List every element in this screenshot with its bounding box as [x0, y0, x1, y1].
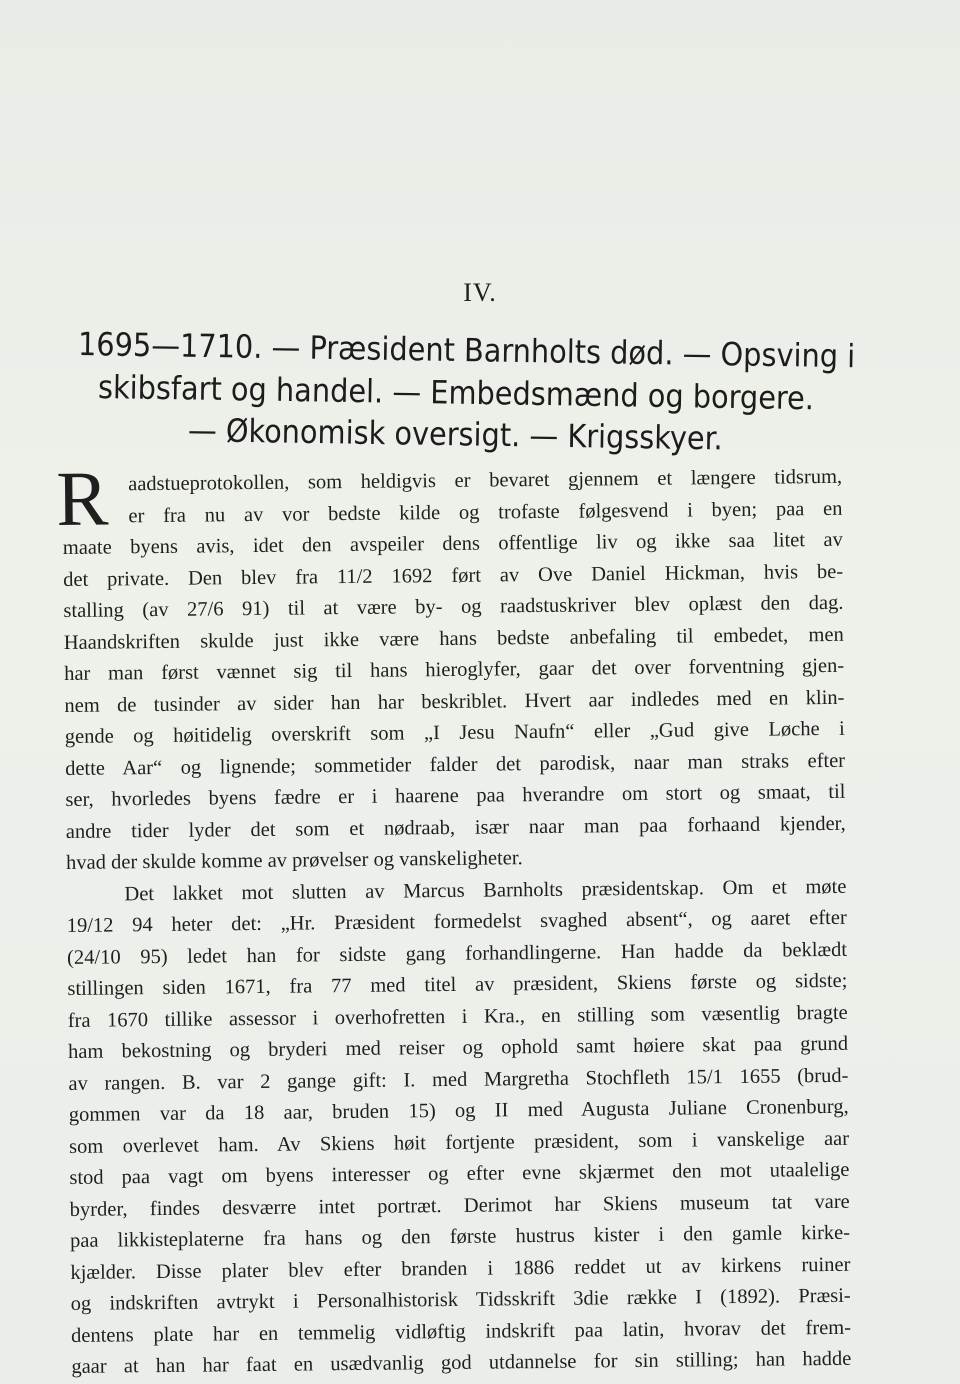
- text-line: aadstueprotokollen, som heldigvis er bevaret gjennem et længere tidsrum,: [128, 465, 843, 496]
- text-line: stod paa vagt om byens interesser og efter evne skjærmet den mot utaalelige: [69, 1158, 850, 1189]
- text-line: nem de tusinder av sider han har beskriblet. Hvert aar indledes med en klin-: [64, 686, 845, 717]
- title-line-2: skibsfart og handel. — Embedsmænd og borgere.: [97, 368, 815, 418]
- text-line: det private. Den blev fra 11/2 1692 ført av Ove Daniel Hickman, hvis be-: [63, 560, 844, 591]
- text-line: Haandskriften skulde just ikke være hans bedste anbefaling til embedet, men: [63, 623, 844, 654]
- text-line: (24/10 95) ledet han for sidste gang forhandlingerne. Han hadde da beklædt: [66, 938, 848, 969]
- text-line: som overlevet ham. Av Skiens høit fortjente præsident, som i vanskelige aar: [68, 1127, 850, 1158]
- text-line: gaar at han har faat en usædvanlig god utdannelse for sin stilling; han hadde: [71, 1347, 852, 1378]
- text-line: fra 1670 tillike assessor i overhofretten i Kra., en stilling som væsentlig bragte: [67, 1001, 848, 1032]
- text-line: ser, hvorledes byens fædre er i haarene paa hverandre om stort og smaat, til: [65, 780, 846, 811]
- text-line: av rangen. B. var 2 gange gift: I. med Margretha Stochfleth 15/1 1655 (brud-: [68, 1064, 849, 1095]
- text-line: kjælder. Disse plater blev efter branden i 1886 reddet ut av kirkens ruiner: [70, 1253, 851, 1284]
- text-line: gende og høitidelig overskrift som „I Jesu Naufn“ eller „Gud give Løche i: [64, 717, 845, 748]
- text-line: dentens plate har en temmelig vidløftig indskrift paa latin, hvorav det frem-: [70, 1316, 852, 1347]
- text-line: paa likkisteplaterne fra hans og den første hustrus kister i den gamle kirke-: [69, 1221, 851, 1252]
- text-line: og indskriften avtrykt i Personalhistorisk Tidsskrift 3die række I (1892). Præsi-: [70, 1284, 851, 1315]
- title-line-1: 1695—1710. — Præsident Barnholts død. — Opsving i: [77, 325, 856, 376]
- text-line: dette Aar“ og lignende; sommetider falder det parodisk, naar man straks efter: [65, 749, 846, 780]
- text-line: maate byens avis, idet den avspeiler dens offentlige liv og ikke saa litet av: [62, 528, 843, 559]
- text-line: Det lakket mot slutten av Marcus Barnholts præsidentskap. Om et møte: [124, 875, 847, 905]
- text-line: byrder, findes desværre intet portræt. Derimot har Skiens museum tat vare: [69, 1190, 850, 1221]
- text-line: har man først vænnet sig til hans hieroglyfer, gaar det over forventning gjen-: [64, 654, 845, 685]
- text-line: 19/12 94 heter det: „Hr. Præsident formedelst svaghed absent“, og aaret efter: [66, 906, 847, 937]
- text-line: andre tider lyder det som et nødraab, især naar man paa forhaand kjender,: [65, 812, 846, 843]
- chapter-number: IV.: [463, 278, 497, 307]
- text-line: stalling (av 27/6 91) til at være by- og raadstuskriver blev oplæst den dag.: [63, 591, 844, 622]
- body-text: [55, 454, 852, 1384]
- drop-cap: R: [55, 454, 109, 543]
- text-line: ham bekostning og bryderi med reiser og ophold samt høiere skat paa grund: [67, 1032, 849, 1063]
- text-line: stillingen siden 1671, fra 77 med titel av præsident, Skiens første og sidste;: [67, 969, 848, 1000]
- text-line: hvad der skulde komme av prøvelser og vanskeligheter.: [66, 847, 523, 874]
- text-line: er fra nu av vor bedste kilde og trofaste følgesvend i byen; paa en: [128, 497, 843, 527]
- text-line: gommen var da 18 aar, bruden 15) og II med Augusta Juliane Cronenburg,: [68, 1095, 849, 1126]
- title-line-3: — Økonomisk oversigt. — Krigsskyer.: [187, 411, 723, 458]
